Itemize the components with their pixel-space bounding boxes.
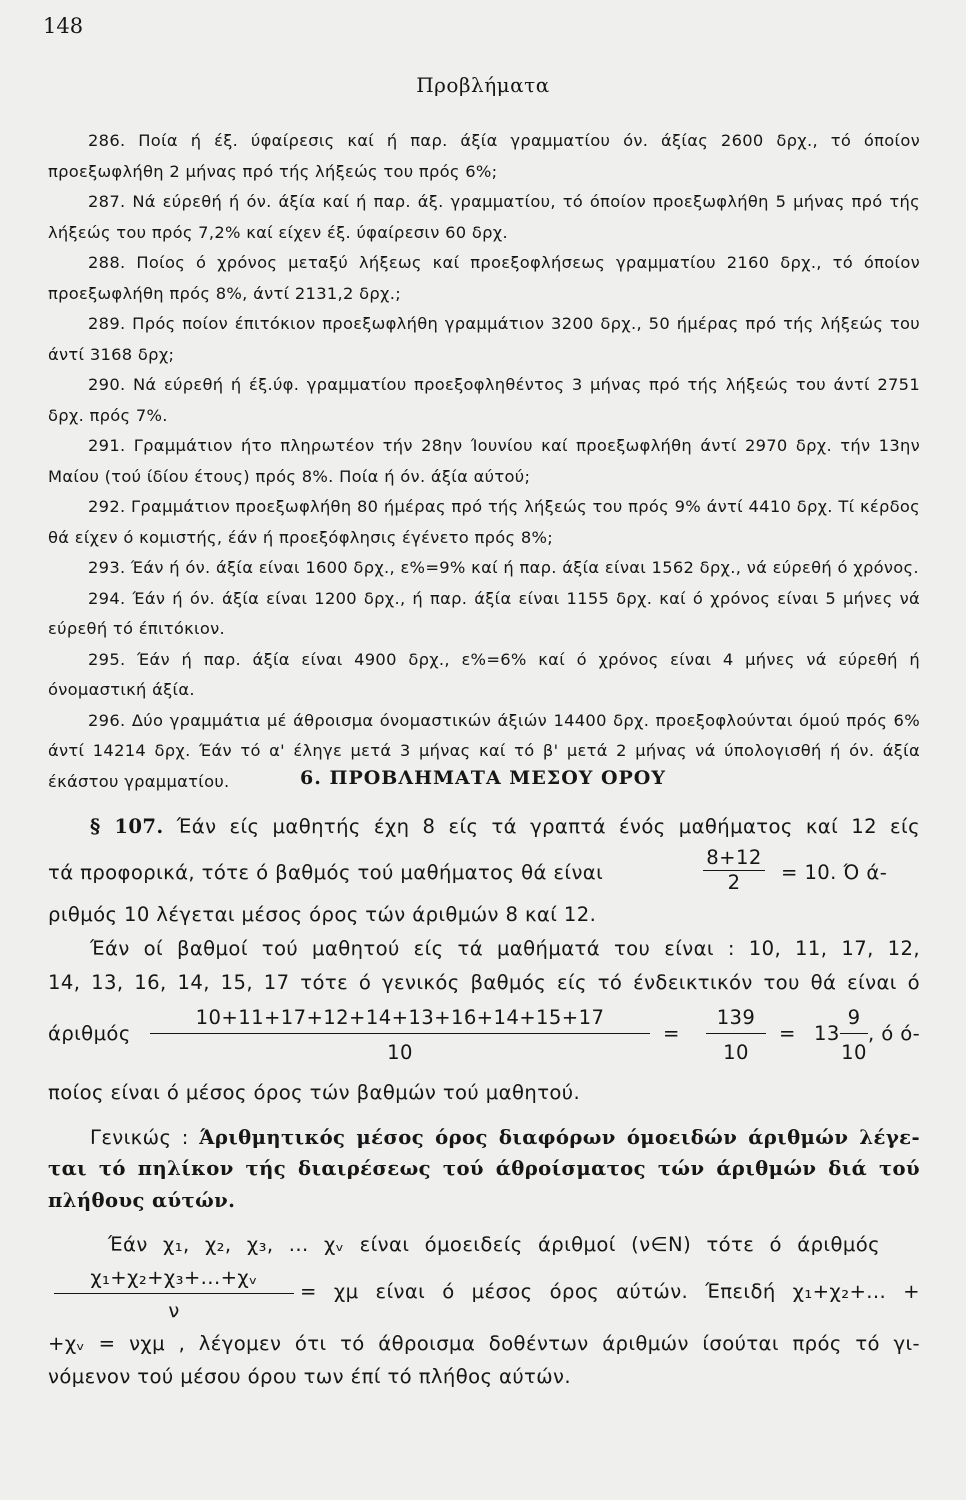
problem-290: 290. Νά εύρεθή ή έξ.ύφ. γραμματίου προεξοφληθέντος 3 μήνας πρό τής λήξεώς του άντί 2751 δρχ. πρός 7%. <box>48 375 920 425</box>
section-title: 6. ΠΡΟΒΛΗΜΑΤΑ ΜΕΣΟΥ ΟΡΟΥ <box>300 767 666 789</box>
para107-line2-tail: = 10. Ό ά- <box>781 861 888 884</box>
definition-line3: πλήθους αύτών. <box>48 1189 236 1212</box>
sum-fraction-bar <box>150 1033 650 1034</box>
para107-line2: τά προφορικά, τότε ό βαθμός τού μαθήματος θά είναι <box>48 861 604 884</box>
para2-line4: ποίος είναι ό μέσος όρος τών βαθμών τού μαθητού. <box>48 1081 581 1104</box>
fraction-9-denominator: 10 <box>841 1041 867 1064</box>
fraction-139-10 <box>706 1005 766 1066</box>
para107-line3: ριθμός 10 λέγεται μέσος όρος τών άριθμών 8 καί 12. <box>48 903 597 926</box>
para2-lead: άριθμός <box>48 1022 131 1045</box>
general-denominator: ν <box>168 1299 180 1322</box>
problem-286: 286. Ποία ή έξ. ύφαίρεσις καί ή παρ. άξία γραμματίου όν. άξίας 2600 δρχ., τό όποίον προεξωφλήθη 2 μήνας πρό τής λήξεώς του πρός 6%; <box>48 131 920 181</box>
fraction-139-numerator: 139 <box>716 1006 756 1029</box>
sum-denominator: 10 <box>387 1041 413 1064</box>
para107-text1: Έάν είς μαθητής έχη 8 είς τά γραπτά ένός μαθήματος καί 12 είς <box>176 815 920 838</box>
general-line4: νόμενον τού μέσου όρου των έπί τό πλήθος αύτών. <box>48 1365 572 1388</box>
fraction-numerator: 8+12 <box>706 846 762 869</box>
para107-line1 <box>90 815 920 838</box>
problem-296: 296. Δύο γραμμάτια μέ άθροισμα όνομαστικών άξιών 14400 δρχ. προεξοφλούνται όμού πρός 6% άντί 14214 δρχ. Έάν τό α' έληγε μετά 3 μήνας καί τό β' μετά 2 μήνας νά ύπολογισθή ή όν. άξία έκάστου γραμματίου. <box>48 710 920 791</box>
fraction-139-bar <box>706 1033 766 1034</box>
problem-288: 288. Ποίος ό χρόνος μεταξύ λήξεως καί προεξοφλήσεως γραμματίου 2160 δρχ., τό όποίον προεξωφλήθη πρός 8%, άντί 2131,2 δρχ.; <box>48 253 920 303</box>
problem-294: 294. Έάν ή όν. άξία είναι 1200 δρχ., ή παρ. άξία είναι 1155 δρχ. καί ό χρόνος είναι 5 μήνες νά εύρεθή τό έπιτόκιον. <box>48 588 920 638</box>
general-fraction-bar <box>54 1293 294 1294</box>
fraction-9-bar <box>840 1033 868 1034</box>
definition-lead: Γενικώς : <box>90 1126 189 1149</box>
fraction-9-10 <box>840 1005 868 1066</box>
problem-295: 295. Έάν ή παρ. άξία είναι 4900 δρχ., ε%=6% καί ό χρόνος είναι 4 μήνες νά εύρεθή ή όνομαστική άξία. <box>48 649 920 699</box>
section-marker: § 107. <box>90 815 164 838</box>
page-number: 148 <box>43 14 84 38</box>
definition-line2: ται τό πηλίκον τής διαιρέσεως τού άθροίσματος τών άριθμών διά τού <box>48 1157 920 1180</box>
mixed-whole: 13 <box>814 1022 840 1045</box>
equals-2: = <box>779 1022 796 1045</box>
fraction-8-12 <box>703 846 765 895</box>
general-line1: Έάν χ₁, χ₂, χ₃, ... χᵥ είναι όμοειδείς άριθμοί (ν∈N) τότε ό άριθμός <box>108 1233 880 1256</box>
fraction-sum-grades <box>150 1005 650 1066</box>
fraction-denominator: 2 <box>727 871 741 894</box>
fraction-general-mean <box>54 1265 294 1324</box>
para2-line2: 14, 13, 16, 14, 15, 17 τότε ό γενικός βαθμός είς τό ένδεικτικόν του θά είναι ό <box>48 971 920 994</box>
general-numerator: χ₁+χ₂+χ₃+...+χᵥ <box>90 1266 258 1289</box>
heading-problems: Προβλήματα <box>416 73 550 97</box>
sum-numerator: 10+11+17+12+14+13+16+14+15+17 <box>195 1006 605 1029</box>
problem-289: 289. Πρός ποίον έπιτόκιον προεξωφλήθη γραμμάτιον 3200 δρχ., 50 ήμέρας πρό τής λήξεώς του άντί 3168 δρχ; <box>48 314 920 364</box>
fraction-9-numerator: 9 <box>847 1006 861 1029</box>
equals-1: = <box>663 1022 680 1045</box>
general-line2-rest: = χμ είναι ό μέσος όρος αύτών. Έπειδή χ₁+χ₂+... + <box>300 1280 920 1303</box>
para2-tail: , ό ό- <box>868 1022 921 1045</box>
definition-line1 <box>90 1126 920 1149</box>
problem-293: 293. Έάν ή όν. άξία είναι 1600 δρχ., ε%=9% καί ή παρ. άξία είναι 1562 δρχ., νά εύρεθή ό χρόνος. <box>88 558 919 577</box>
problem-292: 292. Γραμμάτιον προεξωφλήθη 80 ήμέρας πρό τής λήξεώς του πρός 9% άντί 4410 δρχ. Τί κέρδος θά είχεν ό κομιστής, έάν ή προεξόφλησις έγένετο πρός 8%; <box>48 497 920 547</box>
definition-bold1: Άριθμητικός μέσος όρος διαφόρων όμοειδών άριθμών λέγε- <box>199 1126 920 1149</box>
problem-list <box>48 126 920 797</box>
problem-291: 291. Γραμμάτιον ήτο πληρωτέον τήν 28ην Ίουνίου καί προεξωφλήθη άντί 2970 δρχ. τήν 13ην Μαίου (τού ίδίου έτους) πρός 8%. Ποία ή όν. άξία αύτού; <box>48 436 920 486</box>
fraction-139-denominator: 10 <box>723 1041 749 1064</box>
para2-line1: Έάν οί βαθμοί τού μαθητού είς τά μαθήματά του είναι : 10, 11, 17, 12, <box>90 937 920 960</box>
problem-287: 287. Νά εύρεθή ή όν. άξία καί ή παρ. άξ. γραμματίου, τό όποίον προεξωφλήθη 5 μήνας πρό τής λήξεώς του πρός 7,2% καί είχεν έξ. ύφαίρεσιν 60 δρχ. <box>48 192 920 242</box>
general-line3: +χᵥ = νχμ , λέγομεν ότι τό άθροισμα δοθέντων άριθμών ίσούται πρός τό γι- <box>48 1332 920 1355</box>
